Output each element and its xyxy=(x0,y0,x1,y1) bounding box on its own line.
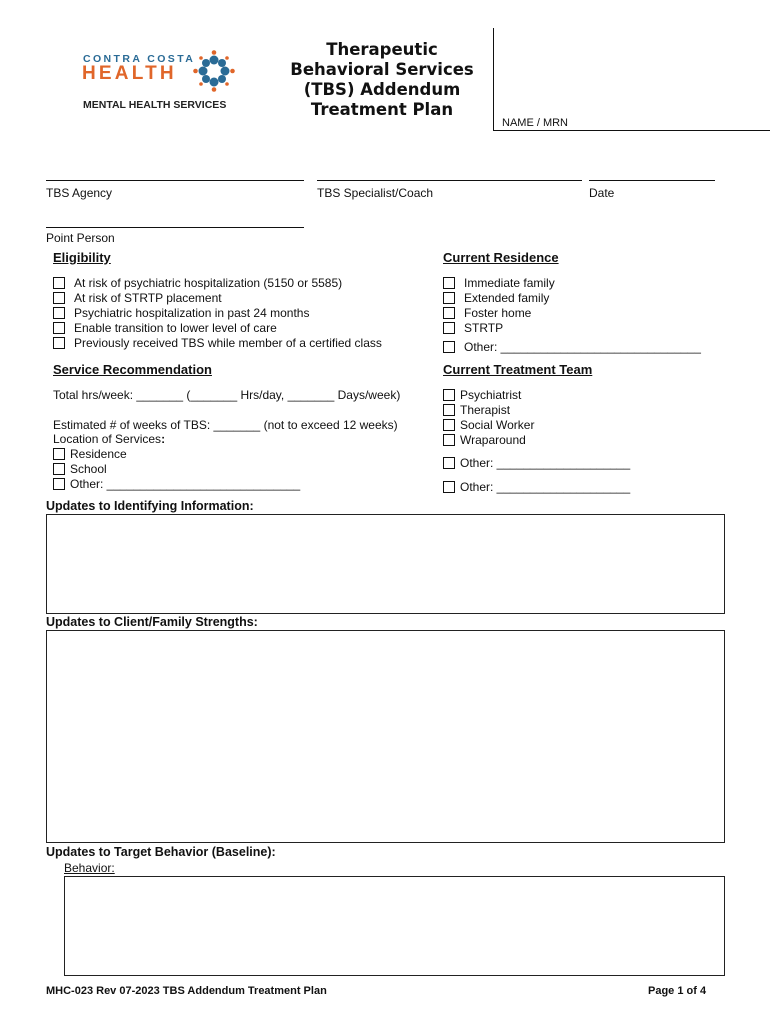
location-label-text: Location of Services xyxy=(53,432,162,446)
location-other[interactable]: Other: _____________________________ xyxy=(53,476,300,491)
checkbox[interactable] xyxy=(53,277,65,289)
team-other-1[interactable]: Other: ____________________ xyxy=(443,455,630,470)
name-mrn-label: NAME / MRN xyxy=(502,117,568,129)
checkbox[interactable] xyxy=(443,307,455,319)
checkbox[interactable] xyxy=(53,337,65,349)
service-heading: Service Recommendation xyxy=(53,362,212,377)
checkbox[interactable] xyxy=(443,341,455,353)
team-item[interactable]: Social Worker xyxy=(443,417,534,432)
eligibility-item[interactable]: Psychiatric hospitalization in past 24 months xyxy=(53,305,382,320)
logo xyxy=(80,50,240,118)
title-line-4: Treatment Plan xyxy=(310,100,454,119)
point-person-line[interactable] xyxy=(46,227,304,228)
location-label xyxy=(53,432,165,446)
point-person-label: Point Person xyxy=(46,231,115,245)
footer-page-number: Page 1 of 4 xyxy=(648,985,707,997)
agency-line[interactable] xyxy=(46,180,304,181)
total-hrs-field[interactable]: Total hrs/week: _______ (_______ Hrs/day, _______ Days/week) xyxy=(53,388,401,402)
identifying-heading: Updates to Identifying Information: xyxy=(46,499,254,513)
residence-item[interactable]: STRTP xyxy=(443,320,555,335)
agency-label: TBS Agency xyxy=(46,186,113,200)
form-title xyxy=(272,40,492,120)
residence-heading: Current Residence xyxy=(443,250,559,265)
location-item[interactable]: School xyxy=(53,461,300,476)
checkbox[interactable] xyxy=(53,322,65,334)
title-line-2: Behavioral Services xyxy=(290,60,474,79)
checkbox[interactable] xyxy=(443,292,455,304)
name-mrn-field[interactable] xyxy=(495,28,770,128)
location-label-colon: : xyxy=(161,432,166,446)
checkbox[interactable] xyxy=(443,404,455,416)
checkbox[interactable] xyxy=(53,478,65,490)
checkbox[interactable] xyxy=(53,448,65,460)
title-line-3: (TBS) Addendum xyxy=(303,80,461,99)
footer-form-id: MHC-023 Rev 07-2023 TBS Addendum Treatment Plan xyxy=(46,985,327,997)
team-item[interactable]: Therapist xyxy=(443,402,534,417)
residence-item[interactable]: Immediate family xyxy=(443,275,555,290)
date-line[interactable] xyxy=(589,180,715,181)
eligibility-list xyxy=(53,275,382,350)
checkbox[interactable] xyxy=(443,322,455,334)
checkbox[interactable] xyxy=(443,389,455,401)
checkbox[interactable] xyxy=(443,419,455,431)
logo-sub-text: MENTAL HEALTH SERVICES xyxy=(83,99,227,111)
strengths-heading: Updates to Client/Family Strengths: xyxy=(46,615,258,629)
checkbox[interactable] xyxy=(53,463,65,475)
checkbox[interactable] xyxy=(443,434,455,446)
checkbox[interactable] xyxy=(443,277,455,289)
eligibility-item[interactable]: At risk of psychiatric hospitalization (5150 or 5585) xyxy=(53,275,382,290)
team-list xyxy=(443,387,534,447)
title-line-1: Therapeutic xyxy=(326,40,438,59)
name-mrn-line xyxy=(493,130,770,131)
logo-main-text: HEALTH xyxy=(82,63,177,84)
team-heading: Current Treatment Team xyxy=(443,362,593,377)
eligibility-item[interactable]: Enable transition to lower level of care xyxy=(53,320,382,335)
team-item[interactable]: Wraparound xyxy=(443,432,534,447)
strengths-textbox[interactable] xyxy=(46,630,725,843)
checkbox[interactable] xyxy=(53,307,65,319)
date-label: Date xyxy=(589,186,615,200)
identifying-textbox[interactable] xyxy=(46,514,725,614)
residence-list xyxy=(443,275,555,335)
name-mrn-divider xyxy=(493,28,494,131)
behavior-label: Behavior: xyxy=(64,861,115,875)
logo-top-text: CONTRA COSTA xyxy=(83,53,196,65)
target-heading: Updates to Target Behavior (Baseline): xyxy=(46,845,276,859)
logo-flower-icon xyxy=(193,50,235,92)
weeks-field[interactable]: Estimated # of weeks of TBS: _______ (not to exceed 12 weeks) xyxy=(53,418,398,432)
location-item[interactable]: Residence xyxy=(53,446,300,461)
residence-item[interactable]: Extended family xyxy=(443,290,555,305)
location-list xyxy=(53,446,300,491)
specialist-line[interactable] xyxy=(317,180,582,181)
checkbox[interactable] xyxy=(443,481,455,493)
residence-other[interactable]: Other: ______________________________ xyxy=(443,339,701,354)
eligibility-item[interactable]: Previously received TBS while member of a certified class xyxy=(53,335,382,350)
team-item[interactable]: Psychiatrist xyxy=(443,387,534,402)
checkbox[interactable] xyxy=(443,457,455,469)
team-other-2[interactable]: Other: ____________________ xyxy=(443,479,630,494)
behavior-textbox[interactable] xyxy=(64,876,725,976)
specialist-label: TBS Specialist/Coach xyxy=(317,186,434,200)
residence-item[interactable]: Foster home xyxy=(443,305,555,320)
eligibility-item[interactable]: At risk of STRTP placement xyxy=(53,290,382,305)
checkbox[interactable] xyxy=(53,292,65,304)
eligibility-heading: Eligibility xyxy=(53,250,111,265)
